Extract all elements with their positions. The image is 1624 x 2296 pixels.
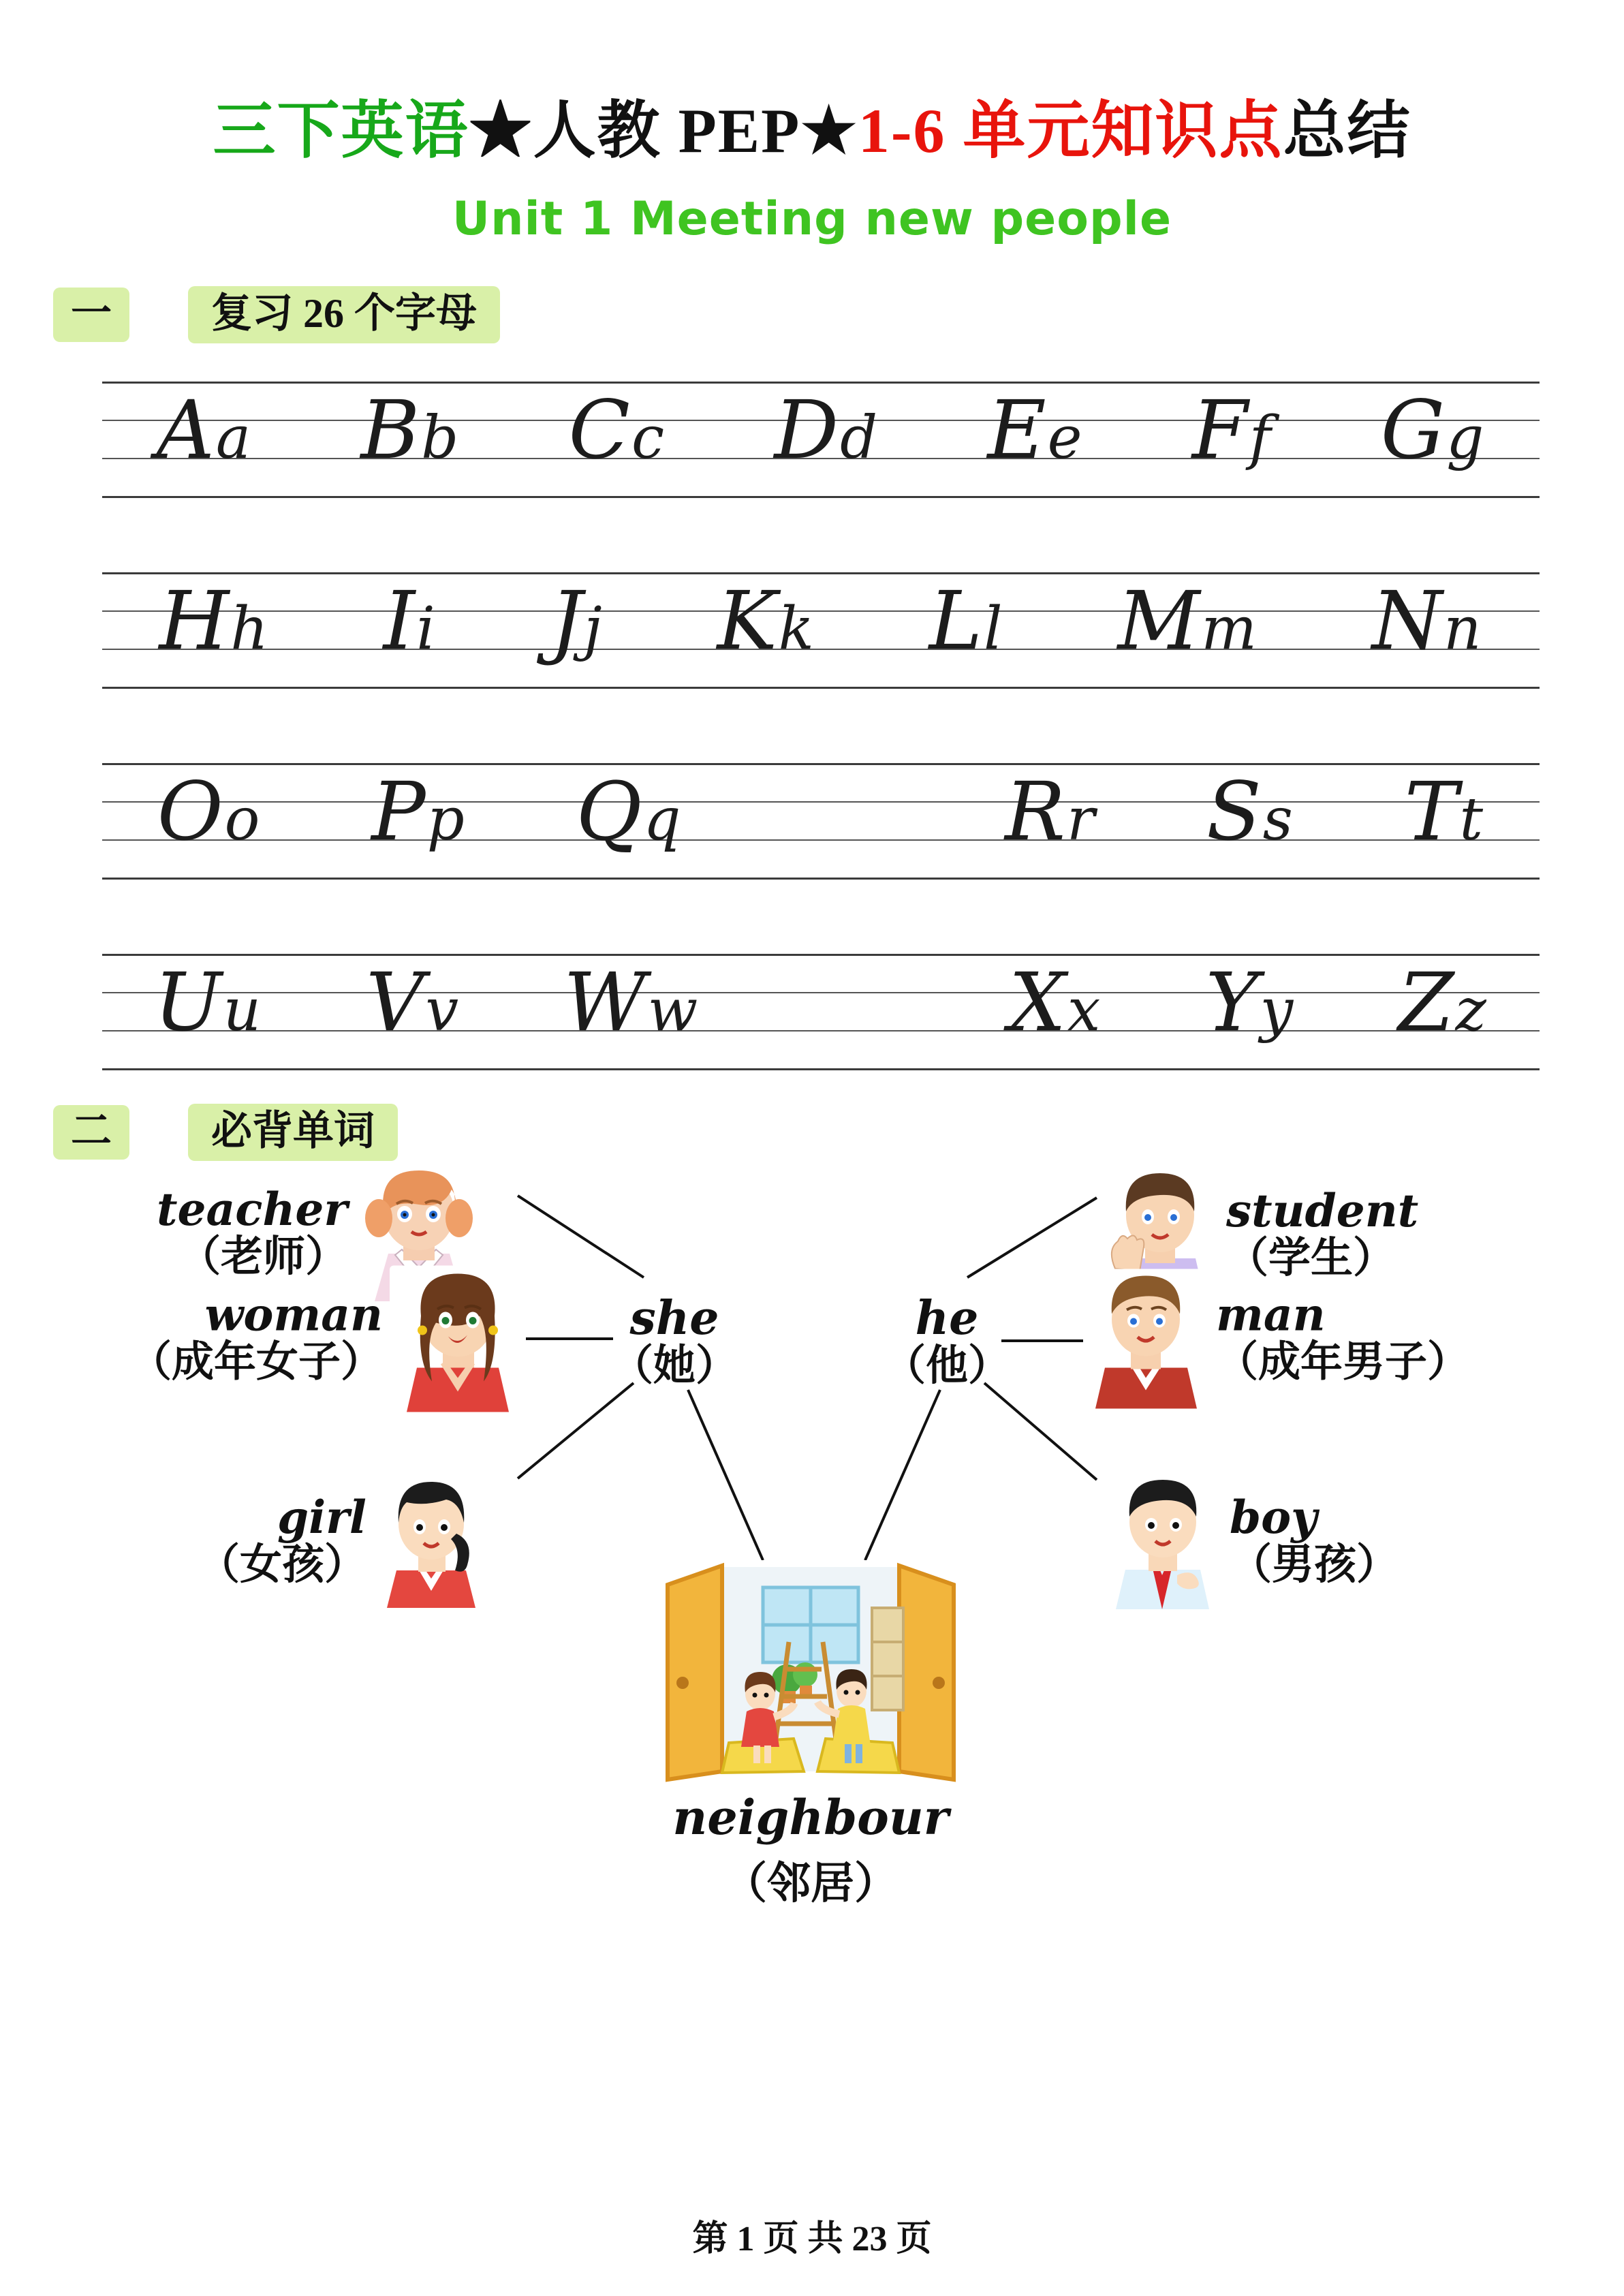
word-zh-woman: （成年女子） <box>129 1339 384 1386</box>
section-number-two: 二 <box>53 1105 129 1160</box>
pronoun-he <box>872 1291 1022 1390</box>
section-number-one: 一 <box>53 288 129 342</box>
letter-pair-Kk <box>717 574 815 668</box>
letter-pair-Ll <box>929 574 1004 668</box>
letter-pair-Xx <box>1009 955 1102 1049</box>
word-zh-teacher: （老师） <box>178 1233 348 1280</box>
letter-lower: j <box>584 595 604 663</box>
letter-pair-Uu <box>154 955 262 1049</box>
word-zh-student: （学生） <box>1226 1235 1396 1282</box>
letters-row-2 <box>102 549 1540 692</box>
handwriting-row-2 <box>102 572 1540 689</box>
letter-pair-Tt <box>1405 764 1484 858</box>
word-zh-man: （成年男子） <box>1216 1339 1470 1386</box>
word-text-student <box>1226 1183 1419 1282</box>
letter-upper: A <box>156 383 216 477</box>
letter-pair-Zz <box>1399 955 1488 1049</box>
section-header-alphabet <box>53 286 500 343</box>
handwriting-row-4 <box>102 954 1540 1071</box>
letter-lower: z <box>1455 976 1488 1044</box>
letter-pair-Ee <box>987 383 1083 477</box>
word-card-neighbour <box>634 1560 988 1911</box>
letter-pair-Qq <box>576 764 683 858</box>
letter-upper: I <box>383 574 417 668</box>
letter-pair-Aa <box>157 383 253 477</box>
letter-pair-Pp <box>371 764 465 858</box>
letter-lower: n <box>1443 595 1483 663</box>
letter-upper: Q <box>576 764 644 858</box>
letter-upper: U <box>154 955 223 1049</box>
letter-upper: B <box>360 383 422 477</box>
letters-row-3 <box>102 740 1540 883</box>
letter-lower: h <box>230 595 270 663</box>
letter-pair-Ss <box>1206 764 1294 858</box>
letter-lower: i <box>416 595 437 663</box>
pronoun-zh-she: （她） <box>610 1343 738 1390</box>
illustration-girl <box>373 1475 489 1608</box>
word-en-student: student <box>1226 1183 1419 1237</box>
letter-pair-Nn <box>1372 574 1483 668</box>
letter-lower: o <box>224 786 262 854</box>
letter-upper: W <box>563 955 648 1049</box>
word-en-teacher: teacher <box>157 1182 348 1236</box>
letter-lower: m <box>1201 595 1258 663</box>
letter-upper: X <box>1008 955 1067 1049</box>
section-header-words <box>53 1104 398 1161</box>
letter-upper: P <box>371 764 427 858</box>
pronoun-en-she: she <box>629 1291 719 1346</box>
letter-lower: c <box>631 404 666 472</box>
pronoun-zh-he: （他） <box>883 1343 1010 1390</box>
letter-lower: r <box>1066 786 1097 854</box>
letter-pair-Cc <box>569 383 666 477</box>
word-en-neighbour: neighbour <box>672 1789 949 1846</box>
letter-lower: w <box>647 976 700 1044</box>
word-en-man: man <box>1216 1288 1326 1341</box>
page-title <box>0 80 1624 170</box>
page-footer: 第 1 页 共 23 页 <box>692 2220 932 2259</box>
word-card-woman <box>129 1266 526 1412</box>
word-zh-boy: （男孩） <box>1230 1541 1399 1588</box>
title-part-4: 总结 <box>1283 96 1411 166</box>
letter-lower: f <box>1249 404 1272 472</box>
word-zh-neighbour: （邻居） <box>723 1859 898 1908</box>
letter-lower: s <box>1262 786 1294 854</box>
letter-lower: u <box>223 976 262 1044</box>
illustration-neighbour <box>647 1560 974 1785</box>
letter-pair-Rr <box>1005 764 1096 858</box>
letter-upper: H <box>159 574 231 668</box>
title-star-2: ★ <box>800 96 858 166</box>
letter-pair-Yy <box>1206 955 1295 1049</box>
letter-upper: T <box>1404 764 1460 858</box>
letter-upper: G <box>1380 383 1447 477</box>
letter-upper: Y <box>1205 955 1260 1049</box>
letter-lower: b <box>421 404 460 472</box>
letter-upper: Z <box>1398 955 1456 1049</box>
letter-lower: l <box>984 595 1004 663</box>
word-text-man <box>1216 1288 1470 1386</box>
letter-lower: k <box>778 595 815 663</box>
unit-subtitle: Unit 1 Meeting new people <box>452 192 1172 246</box>
word-text-boy <box>1230 1490 1399 1588</box>
word-zh-girl: （女孩） <box>198 1542 367 1589</box>
handwriting-row-3 <box>102 763 1540 880</box>
illustration-woman <box>390 1266 526 1412</box>
illustration-boy <box>1104 1473 1223 1609</box>
letter-upper: M <box>1117 574 1202 668</box>
letter-lower: x <box>1067 976 1102 1044</box>
word-card-man <box>1083 1269 1469 1409</box>
letter-pair-Vv <box>366 955 460 1049</box>
word-en-boy: boy <box>1230 1490 1317 1544</box>
letter-upper: V <box>366 955 426 1049</box>
letter-lower: g <box>1446 404 1486 472</box>
letter-pair-Ff <box>1192 383 1272 477</box>
word-card-boy <box>1104 1473 1399 1609</box>
letter-upper: K <box>717 574 779 668</box>
letter-pair-Hh <box>159 574 269 668</box>
section-label-words: 必背单词 <box>188 1104 398 1161</box>
word-text-girl <box>198 1491 367 1589</box>
letter-lower: t <box>1459 786 1485 854</box>
pronoun-en-he: he <box>915 1291 979 1346</box>
letter-lower: d <box>840 404 879 472</box>
letter-lower: v <box>425 976 460 1044</box>
letter-upper: R <box>1005 764 1067 858</box>
letter-upper: D <box>774 383 841 477</box>
letter-lower: p <box>426 786 466 854</box>
title-part-1: 三下英语 <box>213 96 469 166</box>
letter-upper: E <box>987 383 1048 477</box>
letter-pair-Ww <box>563 955 699 1049</box>
illustration-man <box>1083 1269 1209 1409</box>
letter-lower: q <box>643 786 683 854</box>
letter-upper: O <box>157 764 225 858</box>
handwriting-row-1 <box>102 382 1540 499</box>
letter-upper: N <box>1371 574 1444 668</box>
letters-row-1 <box>102 358 1540 501</box>
word-en-woman: woman <box>204 1288 384 1341</box>
letter-upper: F <box>1191 383 1249 477</box>
vocabulary-mind-map <box>0 1158 1624 2201</box>
letter-pair-Gg <box>1381 383 1485 477</box>
letter-lower: e <box>1047 404 1084 472</box>
word-text-woman <box>129 1288 384 1386</box>
letter-lower: a <box>215 404 253 472</box>
letter-pair-Ii <box>384 574 437 668</box>
letter-upper: C <box>568 383 631 477</box>
letter-pair-Jj <box>550 574 604 668</box>
title-part-3: 1-6 单元知识点 <box>858 96 1283 166</box>
letter-upper: L <box>928 574 984 668</box>
letter-upper: S <box>1206 764 1263 858</box>
letter-pair-Bb <box>361 383 460 477</box>
letter-pair-Mm <box>1118 574 1258 668</box>
title-part-2: 人教 PEP <box>533 96 801 166</box>
letter-upper: J <box>550 574 584 668</box>
section-label-alphabet: 复习 26 个字母 <box>188 286 500 343</box>
word-card-girl <box>198 1475 489 1608</box>
pronoun-she <box>599 1291 749 1390</box>
letter-pair-Oo <box>157 764 262 858</box>
letter-pair-Dd <box>774 383 879 477</box>
title-star-1: ★ <box>469 96 533 166</box>
letters-row-4 <box>102 931 1540 1074</box>
letter-lower: y <box>1260 976 1295 1044</box>
word-en-girl: girl <box>277 1491 367 1545</box>
